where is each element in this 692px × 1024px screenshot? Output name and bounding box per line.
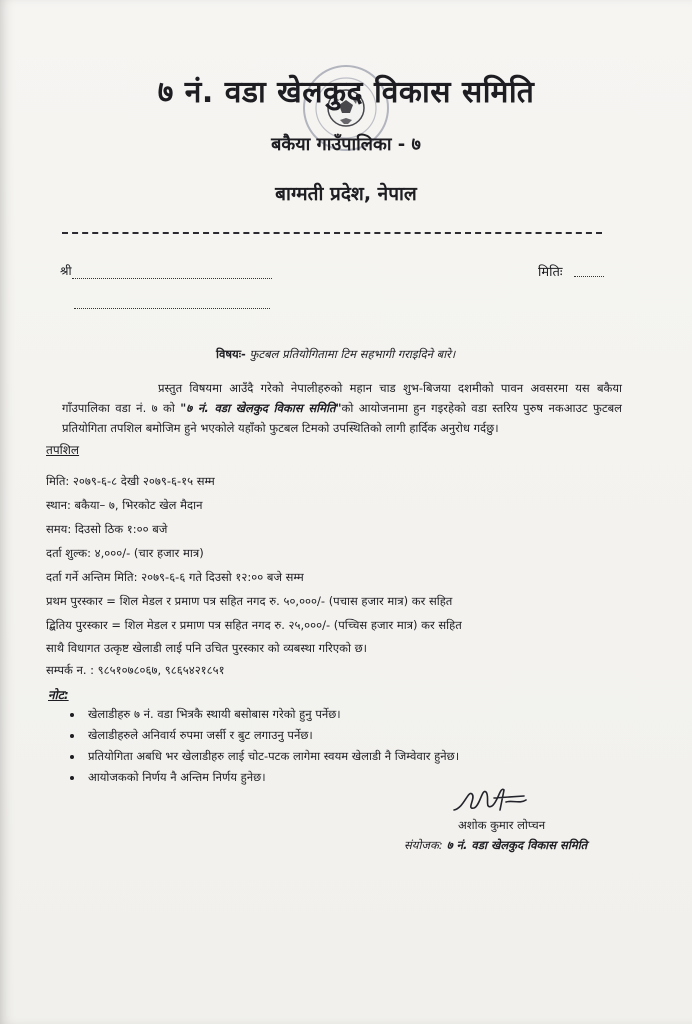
body-paragraph	[62, 378, 622, 438]
recipient-line	[60, 262, 272, 279]
notes-list	[58, 704, 459, 788]
subject-line	[216, 347, 455, 362]
note-item: • आयोजकको निर्णय नै अन्तिम निर्णय हुनेछ।	[84, 767, 459, 788]
detail-second-prize: द्बितिय पुरस्कार = शिल मेडल र प्रमाण पत्र सहित नगद रु. २५,०००/- (पच्चिस हजार मात्र) कर सहित	[46, 618, 462, 632]
detail-venue: स्थान: बकैया– ७, भिरकोट खेल मैदान	[46, 498, 203, 512]
header-divider	[62, 232, 602, 234]
signer-role-label: संयोजक:	[404, 838, 443, 852]
address-dots	[74, 296, 270, 309]
signer-name: अशोक कुमार लोप्चन	[458, 818, 546, 832]
signer-role-org: ७ नं. वडा खेलकुद विकास समिति	[446, 838, 588, 852]
detail-date: मिति: २०७९-६-८ देखी २०७९-६-१५ सम्म	[46, 474, 215, 488]
province-line: बाग्मती प्रदेश, नेपाल	[275, 183, 417, 205]
note-item: • प्रतियोगिता अबधि भर खेलाडीहरु लाई चोट-पटक लागेमा स्वयम खेलाडी नै जिम्वेवार हुनेछ।	[84, 746, 459, 767]
details-heading: तपशिल	[46, 443, 80, 457]
detail-time: समय: दिउसो ठिक १:०० बजे	[46, 522, 168, 536]
handwritten-signature	[450, 780, 530, 820]
signer-role	[404, 838, 587, 853]
detail-registration-fee: दर्ता शुल्क: ४,०००/- (चार हजार मात्र)	[46, 546, 204, 560]
subject-text: फुटबल प्रतियोगितामा टिम सहभागी गराइदिने बारे।	[249, 347, 456, 361]
date-label: मितिः	[538, 265, 563, 280]
detail-first-prize: प्रथम पुरस्कार = शिल मेडल र प्रमाण पत्र सहित नगद रु. ५०,०००/- (पचास हजार मात्र) कर सहित	[46, 594, 453, 608]
note-item: • खेलाडीहरु ७ नं. वडा भित्रकै स्थायी बसोबास गरेको हुनु पर्नेछ।	[84, 704, 459, 725]
detail-deadline: दर्ता गर्ने अन्तिम मिति: २०७९-६-६ गते दिउसो १२:०० बजे सम्म	[46, 570, 304, 584]
subject-label: विषयः-	[216, 347, 246, 361]
municipality-line: बकैया गाउँपालिका - ७	[271, 134, 421, 155]
body-org-name: "७ नं. वडा खेलकुद विकास समिति"	[180, 401, 342, 415]
date-dots	[574, 262, 604, 277]
recipient-dots	[72, 268, 272, 279]
recipient-honorific: श्री	[60, 264, 72, 278]
note-item: • खेलाडीहरुले अनिवार्य रुपमा जर्सी र बुट लगाउनु पर्नेछ।	[84, 725, 459, 746]
body-part1: प्रस्तुत विषयमा आउँदै गरेको नेपालीहरुको महान चाड शुभ-बिजया दशमीको पावन अवसरमा यस बकैया गाँउपालिका वडा नं. ७ को	[62, 381, 622, 415]
detail-best-player: साथै विधागत उत्कृष्ट खेलाडी लाई पनि उचित पुरस्कार को व्यबस्था गरिएको छ।	[46, 641, 368, 655]
notes-heading: नोट:	[48, 688, 69, 702]
detail-contact: सम्पर्क न. : ९८५१०७८०६७, ९८६५४२१८५१	[46, 663, 225, 677]
committee-title: ७ नं. वडा खेलकुद विकास समिति	[157, 75, 535, 110]
body-part2: को आयोजनामा हुन गइरहेको वडा स्तरिय पुरुष नकआउट फुटबल प्रतियोगिता तपशिल बमोजिम हुने भएकोले यहाँको फुटबल टिमको उपस्थितिको लागी हार्दिक अनुरोध गर्दछु।	[62, 401, 622, 435]
